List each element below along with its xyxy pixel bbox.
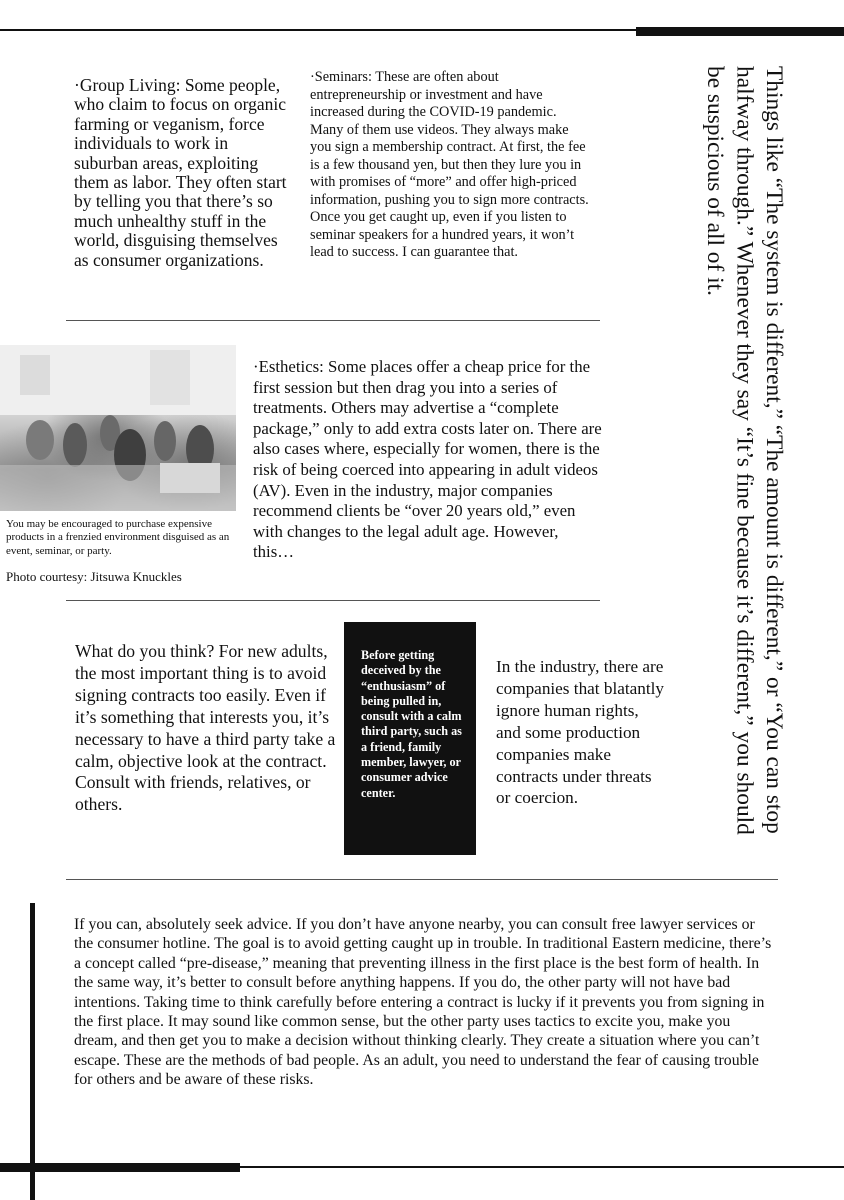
divider-2 xyxy=(66,600,600,601)
divider-1 xyxy=(66,320,600,321)
article-esthetics: ·Esthetics: Some places offer a cheap price for the first session but then drag you into a series of treatments. Others may advertise a “complete package,” only to add extra costs later on. There are also cases where, especially for women, there is the risk of being coerced into appearing in adult videos (AV). Even in the industry, major companies recommend clients be “over 20 years old,” even with changes to the legal adult age. However, this… xyxy=(253,357,602,562)
event-photo xyxy=(0,345,236,511)
callout-text: Before getting deceived by the “enthusiasm” of being pulled in, consult with a calm third party, such as a friend, family member, lawyer, or consumer advice center. xyxy=(361,648,462,800)
top-rule xyxy=(0,29,636,31)
article-advice: What do you think? For new adults, the most important thing is to avoid signing contracts too easily. Even if it’s something that interests you, it’s necessary to have a third party take a calm, objective look at the contract. Consult with friends, relatives, or others. xyxy=(75,641,336,815)
divider-3 xyxy=(66,879,778,880)
photo-caption: You may be encouraged to purchase expensive products in a frenzied environment disguised as an event, seminar, or party. xyxy=(6,518,230,557)
vertical-pull-quote: Things like “The system is different,” “The amount is different,” or “You can stop halfway through.” Whenever they say “It’s fine because it’s different,” you should be suspicious of all of it. xyxy=(702,66,787,835)
article-seminars: ·Seminars: These are often about entrepreneurship or investment and have increased during the COVID-19 pandemic. Many of them use videos. They always make you sign a membership contract. At first, the fee is a few thousand yen, but then they lure you in with promises of “more” and offer high-priced information, pushing you to sign more contracts. Once you get caught up, even if you listen to seminar speakers for a hundred years, it won’t lead to success. I can guarantee that. xyxy=(310,69,589,260)
crowd-illustration xyxy=(0,345,236,511)
photo-credit: Photo courtesy: Jitsuwa Knuckles xyxy=(6,569,182,584)
article-industry: In the industry, there are companies that blatantly ignore human rights, and some production companies make contracts under threats or coercion. xyxy=(496,657,665,808)
article-group-living: ·Group Living: Some people, who claim to focus on organic farming or veganism, force individuals to work in suburban areas, exploiting them as labor. They often start by telling you that there’s so much unhealthy stuff in the world, disguising themselves as consumer organizations. xyxy=(74,75,287,270)
bottom-rule-accent xyxy=(0,1163,240,1172)
paragraph-vertical-bar xyxy=(30,903,35,1200)
bottom-rule xyxy=(240,1166,844,1168)
top-rule-accent xyxy=(636,27,844,36)
closing-paragraph: If you can, absolutely seek advice. If you don’t have anyone nearby, you can consult free lawyer services or the consumer hotline. The goal is to avoid getting caught up in trouble. In traditional Eastern medicine, there’s a concept called “pre-disease,” meaning that preventing illness in the first place is the best form of health. In the same way, it’s better to consult before anything happens. If you do, the other party will not have bad intentions. Taking time to think carefully before entering a contract is lucky if it prevents you from signing in the first place. It may sound like common sense, but the other party uses tactics to excite you, make you dream, and then get you to make a decision without thinking clearly. They create a situation where you can’t escape. These are the methods of bad people. As an adult, you need to understand the fear of causing trouble for others and be aware of these risks. xyxy=(74,916,772,1089)
callout-box xyxy=(344,622,476,855)
